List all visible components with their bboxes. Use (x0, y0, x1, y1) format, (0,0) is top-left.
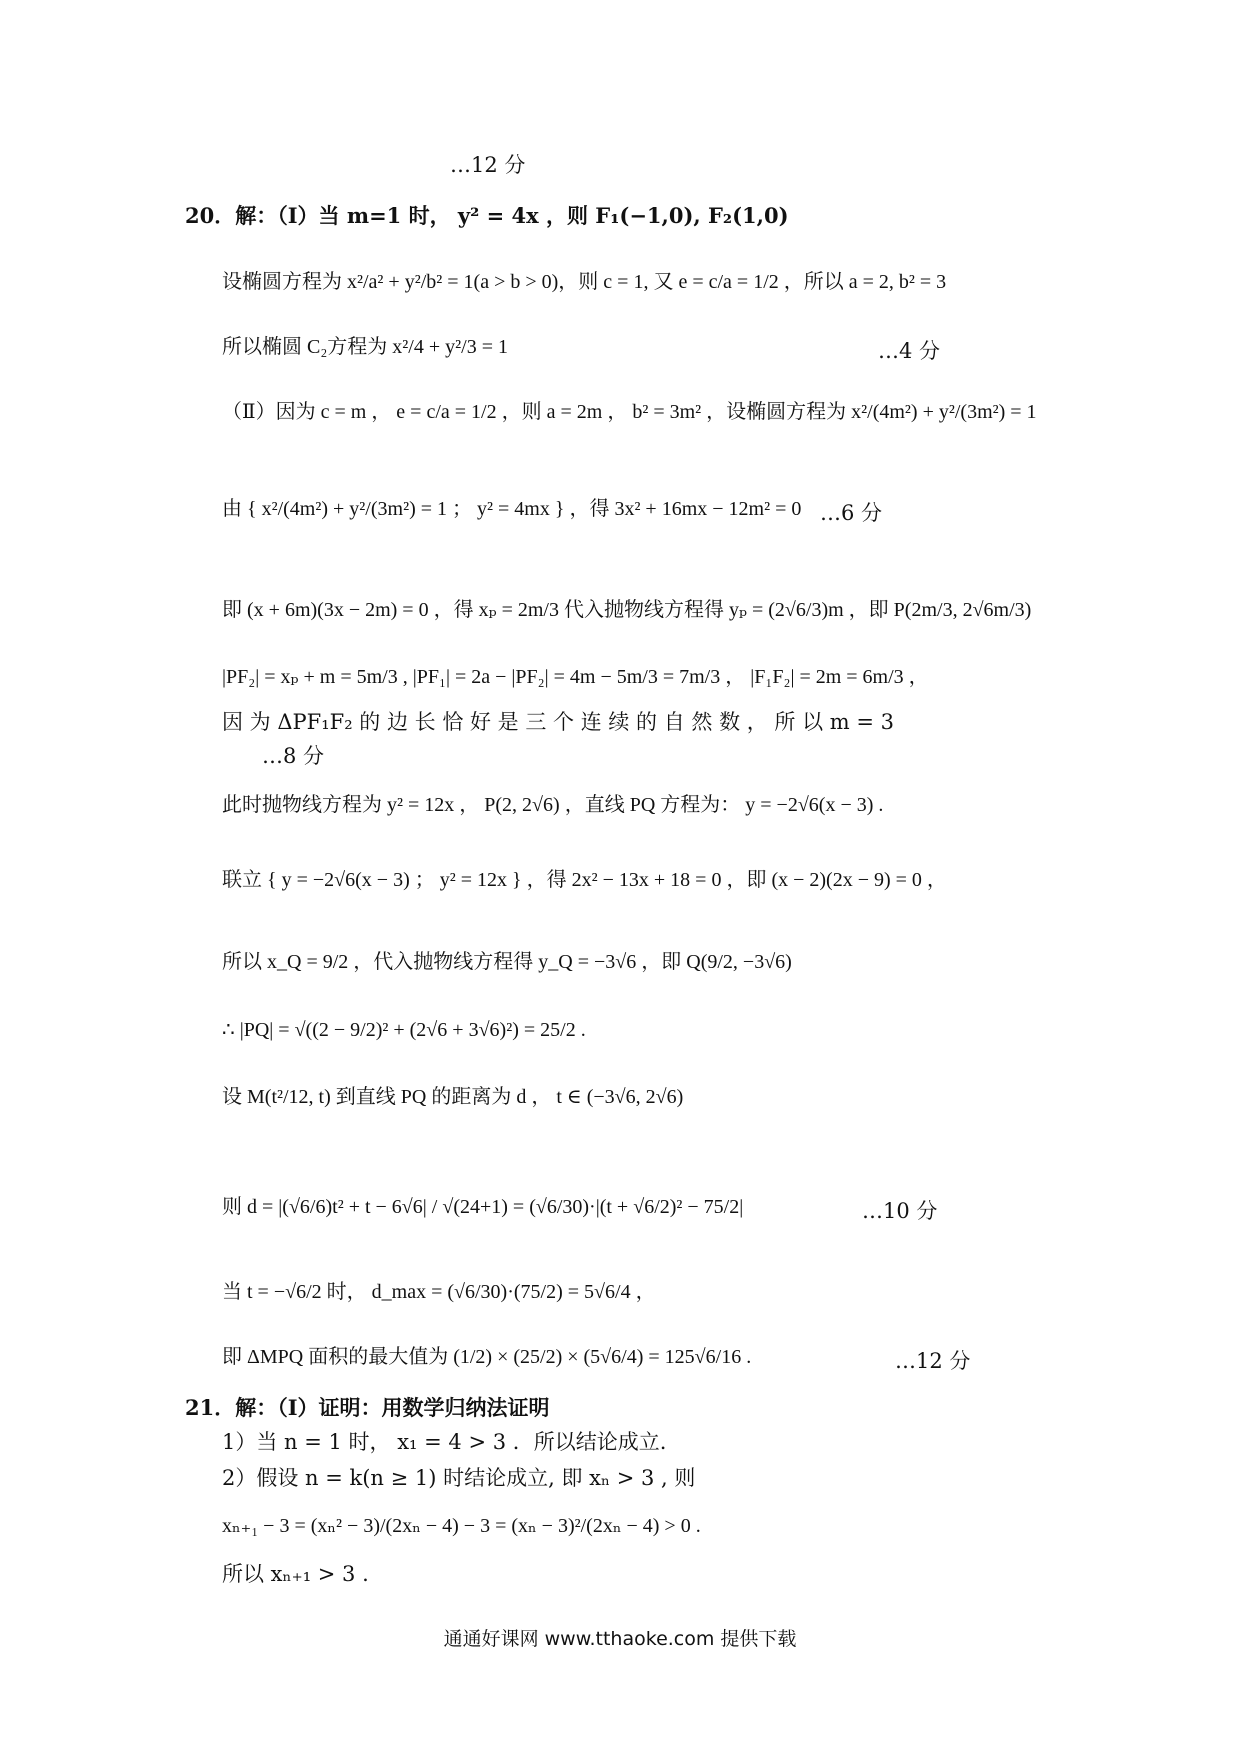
score-mark-6: …6 分 (820, 501, 883, 525)
induction-base-case: 1）当 n = 1 时， x₁ = 4 > 3 ．所以结论成立. (222, 1430, 667, 1454)
score-mark-4: …4 分 (878, 339, 941, 363)
induction-conclusion: 所以 xₙ₊₁ > 3 . (222, 1562, 369, 1586)
point-q-line: 所以 x_Q = 9/2 ，代入抛物线方程得 y_Q = −3√6 ，即 Q(9/2, −3√6) (222, 951, 792, 973)
line-pq-equation: 此时抛物线方程为 y² = 12x ， P(2, 2√6) ，直线 PQ 方程为： y = −2√6(x − 3) . (222, 794, 884, 816)
score-mark-8: …8 分 (262, 744, 325, 768)
part-2-setup-line: （Ⅱ）因为 c = m ， e = c/a = 1/2 ，则 a = 2m ， b² = 3m² ，设椭圆方程为 x²/(4m²) + y²/(3m²) = 1 (222, 401, 1037, 423)
point-m-distance-line: 设 M(t²/12, t) 到直线 PQ 的距离为 d ， t ∈ (−3√6, 2√6) (222, 1086, 684, 1108)
intersection-system-line: 联立 { y = −2√6(x − 3) ； y² = 12x } ，得 2x² − 13x + 18 = 0 ，即 (x − 2)(2x − 9) = 0 ， (222, 869, 947, 891)
max-distance-line: 当 t = −√6/2 时， d_max = (√6/30)·(75/2) = 5√6/4 ， (222, 1281, 656, 1303)
focal-distances-line: |PF₂| = xₚ + m = 5m/3 , |PF₁| = 2a − |PF₂| = 4m − 5m/3 = 7m/3 ， |F₁F₂| = 2m = 6m/3 ， (222, 666, 929, 688)
distance-formula-line: 则 d = |(√6/6)t² + t − 6√6| / √(24+1) = (√6/30)·|(t + √6/2)² − 75/2| (222, 1196, 744, 1218)
score-mark-12: …12 分 (895, 1349, 971, 1373)
download-footer: 通通好课网 www.tthaoke.com 提供下载 (443, 1628, 797, 1650)
score-mark-12-top: …12 分 (450, 153, 526, 177)
consecutive-numbers-line: 因 为 ΔPF₁F₂ 的 边 长 恰 好 是 三 个 连 续 的 自 然 数 ， 所 以 m = 3 (222, 710, 894, 734)
problem-20-part-1: 20．解：（Ⅰ）当 m=1 时， y² = 4x ，则 F₁(−1,0), F₂(1,0) (185, 203, 789, 228)
induction-hypothesis: 2）假设 n = k(n ≥ 1) 时结论成立, 即 xₙ > 3 , 则 (222, 1466, 696, 1490)
max-area-line: 即 ΔMPQ 面积的最大值为 (1/2) × (25/2) × (5√6/4) = 125√6/16 . (222, 1346, 752, 1368)
ellipse-equation-line: 所以椭圆 C₂方程为 x²/4 + y²/3 = 1 (222, 336, 508, 358)
problem-21-heading: 21．解：（Ⅰ）证明：用数学归纳法证明 (185, 1395, 550, 1420)
pq-length-line: ∴ |PQ| = √((2 − 9/2)² + (2√6 + 3√6)²) = 25/2 . (222, 1019, 586, 1041)
score-mark-10: …10 分 (862, 1199, 938, 1223)
system-solve-line: 由 { x²/(4m²) + y²/(3m²) = 1 ； y² = 4mx } ，得 3x² + 16mx − 12m² = 0 (222, 498, 802, 520)
induction-step-line: xₙ₊₁ − 3 = (xₙ² − 3)/(2xₙ − 4) − 3 = (xₙ − 3)²/(2xₙ − 4) > 0 . (222, 1515, 701, 1537)
point-p-line: 即 (x + 6m)(3x − 2m) = 0 ，得 xₚ = 2m/3 代入抛物线方程得 yₚ = (2√6/3)m ，即 P(2m/3, 2√6m/3) (222, 599, 1032, 621)
ellipse-setup-line: 设椭圆方程为 x²/a² + y²/b² = 1(a > b > 0)，则 c = 1, 又 e = c/a = 1/2 ，所以 a = 2, b² = 3 (222, 271, 947, 293)
